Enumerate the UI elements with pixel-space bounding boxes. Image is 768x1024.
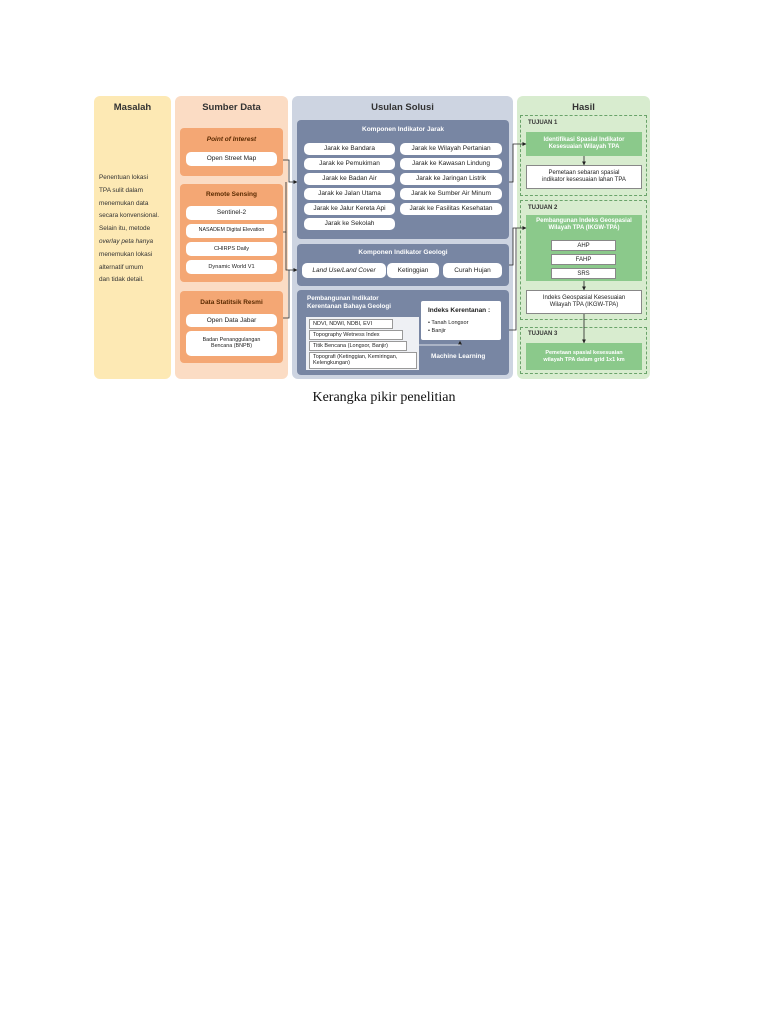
kerentanan-title [307,295,391,311]
source-item: Sentinel-2 [186,206,277,220]
source-item: Badan Penanggulangan Bencana (BNPB) [186,331,277,356]
geologi-title: Komponen Indikator Geologi [358,249,448,256]
jarak-item: Jarak ke Sumber Air Minum [400,188,502,200]
kerentanan-input: Titik Bencana (Longsor, Banjir) [309,341,407,351]
source-item: Open Street Map [186,152,277,166]
source-item: Open Data Jabar [186,314,277,327]
indeks-item-label: Tanah Longsor [431,320,469,326]
jarak-title: Komponen Indikator Jarak [362,126,444,133]
masalah-line: alternatif umum [99,263,144,271]
kerentanan-input: Topografi (Ketinggian, Kemiringan, Kelengkungan) [309,352,417,369]
jarak-item: Jarak ke Jaringan Listrik [400,173,502,185]
jarak-item: Jarak ke Badan Air [304,173,395,185]
masalah-line: Selain itu, metode [99,225,151,233]
remote-sensing-title: Remote Sensing [206,191,257,198]
machine-learning-label: Machine Learning [431,353,486,360]
remote-sensing-panel [180,184,283,282]
masalah-line: TPA sulit dalam [99,186,143,194]
tujuan1-label: TUJUAN 1 [528,120,558,126]
kerentanan-input: NDVI, NDWI, NDBI, EVI [309,319,393,329]
geologi-panel [297,244,509,286]
masalah-text [99,172,171,287]
data-statistik-panel [180,291,283,363]
kerentanan-title-line: Pembangunan Indikator [307,295,379,302]
poi-panel [180,128,283,176]
jarak-item: Jarak ke Jalur Kereta Api [304,203,395,215]
indeks-item-label: Banjir [431,328,446,334]
masalah-line: menemukan data [99,199,149,207]
masalah-line: Penentuan lokasi [99,174,149,181]
tujuan1-head: Identifikasi Spasial Indikator Kesesuaian Wilayah TPA [526,132,642,156]
indeks-item [428,328,446,334]
jarak-item: Jarak ke Bandara [304,143,395,155]
bullet-icon: • [428,320,432,326]
indeks-item [428,320,468,326]
masalah-line: secara konvensional. [99,212,160,220]
bullet-icon: • [428,328,432,334]
sumber-data-title: Sumber Data [202,102,261,113]
tujuan2-output: Indeks Geospasial Kesesuaian Wilayah TPA (IKGW-TPA) [526,290,642,314]
geologi-item: Ketinggian [387,263,439,278]
tujuan3-label: TUJUAN 3 [528,331,558,337]
jarak-item: Jarak ke Wilayah Pertanian [400,143,502,155]
masalah-column [94,96,171,379]
tujuan2-head: Pembangunan Indeks Geospasial Wilayah TPA (IKGW-TPA) [526,215,642,281]
tujuan3-head: Pemetaan spasial kesesuaian wilayah TPA dalam grid 1x1 km [526,343,642,370]
jarak-item: Jarak ke Sekolah [304,218,395,230]
tujuan2-method: SRS [551,268,616,279]
masalah-title: Masalah [113,102,152,113]
data-statistik-title: Data Statitsik Resmi [200,299,263,306]
indeks-title: Indeks Kerentanan : [428,307,491,314]
masalah-line: dan tidak detail. [99,276,144,284]
tujuan2-method: FAHP [551,254,616,265]
source-item: Dynamic World V1 [186,260,277,274]
source-item: NASADEM Digital Elevation [186,224,277,238]
tujuan2-label: TUJUAN 2 [528,205,558,211]
kerentanan-input: Topography Wetness Index [309,330,403,340]
source-item: CHIRPS Daily [186,242,277,256]
tujuan2-method: AHP [551,240,616,251]
masalah-line: overlay peta hanya [99,237,154,245]
geologi-item: Land Use/Land Cover [302,263,386,278]
jarak-item: Jarak ke Jalan Utama [304,188,395,200]
jarak-panel [297,120,509,239]
jarak-item: Jarak ke Kawasan Lindung [400,158,502,170]
tujuan1-output: Pemetaan sebaran spasial indikator kesesuaian lahan TPA [526,165,642,189]
kerentanan-panel [297,290,509,375]
kerentanan-title-line: Kerentanan Bahaya Geologi [307,303,391,310]
hasil-title: Hasil [572,102,595,113]
geologi-item: Curah Hujan [443,263,502,278]
jarak-item: Jarak ke Fasilitas Kesehatan [400,203,502,215]
poi-title: Point of Interest [206,136,257,143]
indeks-kerentanan-box [421,301,501,340]
usulan-solusi-title: Usulan Solusi [371,102,434,113]
masalah-line: menemukan lokasi [99,250,153,258]
jarak-item: Jarak ke Pemukiman [304,158,395,170]
figure-caption: Kerangka pikir penelitian [312,390,456,405]
